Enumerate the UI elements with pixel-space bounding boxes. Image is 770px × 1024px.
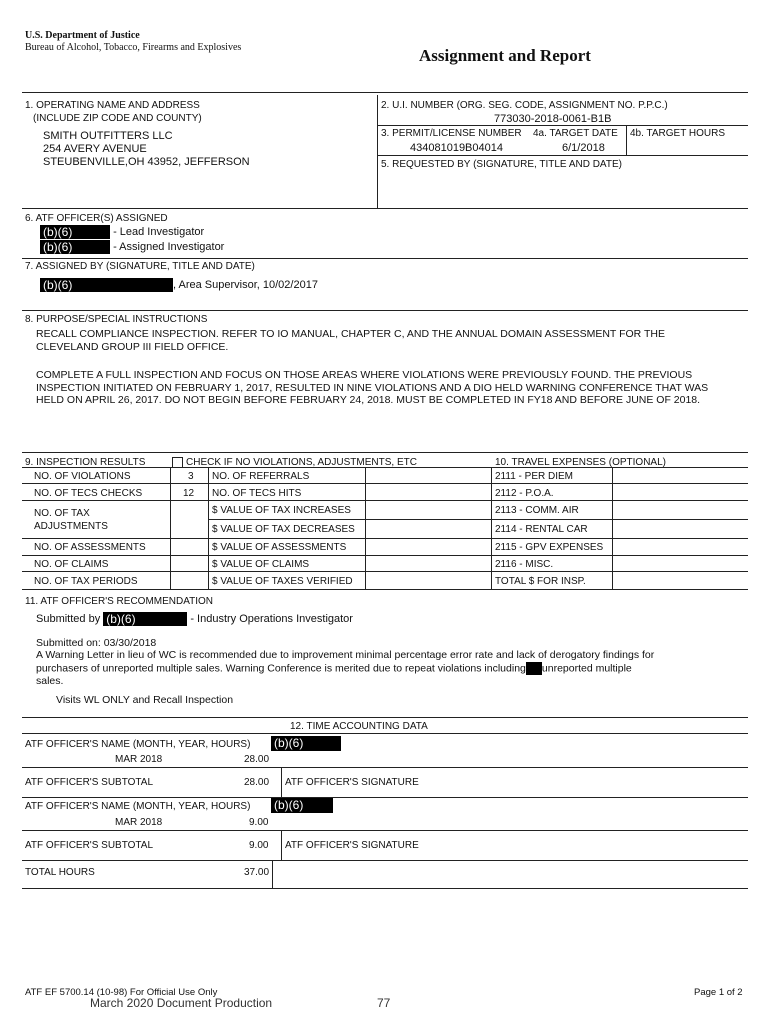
violations-value: 3 <box>188 471 194 482</box>
violations-label: NO. OF VIOLATIONS <box>34 471 131 482</box>
visits-note: Visits WL ONLY and Recall Inspection <box>56 694 234 706</box>
subtotal-1: 28.00 <box>244 777 270 788</box>
tecs-checks-label: NO. OF TECS CHECKS <box>34 488 143 499</box>
form-number: ATF EF 5700.14 (10-98) For Official Use Only <box>25 987 218 998</box>
assigned-investigator-role: - Assigned Investigator <box>113 240 225 253</box>
submitted-on: Submitted on: 03/30/2018 <box>36 637 157 649</box>
sec7-label: 7. ASSIGNED BY (SIGNATURE, TITLE AND DATE) <box>25 261 255 272</box>
redaction: (b)(6) <box>103 612 187 626</box>
divider <box>281 767 282 797</box>
divider <box>377 125 748 126</box>
divider <box>22 767 748 768</box>
officer-name-label-2: ATF OFFICER'S NAME (MONTH, YEAR, HOURS) <box>25 801 251 812</box>
divider <box>281 830 282 860</box>
assessments-label: NO. OF ASSESSMENTS <box>34 542 146 553</box>
divider <box>22 830 748 831</box>
form-title: Assignment and Report <box>419 46 591 65</box>
total-hours: 37.00 <box>244 867 270 878</box>
sec9-label: 9. INSPECTION RESULTS <box>25 457 146 468</box>
divider <box>22 555 748 556</box>
assigned-by-title: , Area Supervisor, 10/02/2017 <box>173 278 318 291</box>
sec6-label: 6. ATF OFFICER(S) ASSIGNED <box>25 213 168 224</box>
assigned-investigator <box>40 240 224 254</box>
divider <box>22 888 748 889</box>
referrals-label: NO. OF REFERRALS <box>212 471 310 482</box>
operating-name: SMITH OUTFITTERS LLC <box>43 130 173 142</box>
submitted-by-role: - Industry Operations Investigator <box>190 612 353 625</box>
divider <box>22 860 748 861</box>
lead-investigator-role: - Lead Investigator <box>113 225 205 238</box>
signature-label-1: ATF OFFICER'S SIGNATURE <box>285 777 419 788</box>
hours-1: 28.00 <box>244 754 270 765</box>
divider <box>272 860 273 888</box>
sec10-label: 10. TRAVEL EXPENSES (OPTIONAL) <box>495 457 666 468</box>
page-number: Page 1 of 2 <box>694 987 743 998</box>
divider <box>377 155 748 156</box>
divider <box>22 589 748 590</box>
production-label: March 2020 Document Production <box>90 996 273 1010</box>
department-name: U.S. Department of Justice <box>25 30 140 41</box>
bureau-name: Bureau of Alcohol, Tobacco, Firearms and Explosives <box>25 42 242 53</box>
divider <box>22 310 748 311</box>
divider <box>22 717 748 718</box>
sec1-sublabel: (INCLUDE ZIP CODE AND COUNTY) <box>33 113 202 124</box>
sec2-label: 2. U.I. NUMBER (ORG. SEG. CODE, ASSIGNMENT NO. P.P.C.) <box>381 100 668 111</box>
operating-city: STEUBENVILLE,OH 43952, JEFFERSON <box>43 156 250 168</box>
sec3-label: 3. PERMIT/LICENSE NUMBER <box>381 128 522 139</box>
ui-number: 773030-2018-0061-B1B <box>494 113 612 125</box>
instructions-paragraph-1: RECALL COMPLIANCE INSPECTION. REFER TO IO MANUAL, CHAPTER C, AND THE ANNUAL DOMAIN ASSESSMENT FOR THE CLEVELAND GROUP III FIELD OFFICE. <box>36 328 665 353</box>
hours-2: 9.00 <box>249 817 269 828</box>
divider <box>22 258 748 259</box>
divider <box>377 95 378 208</box>
divider <box>170 467 171 589</box>
divider <box>612 467 613 589</box>
claims-label: NO. OF CLAIMS <box>34 559 109 570</box>
sec1-label: 1. OPERATING NAME AND ADDRESS <box>25 100 200 111</box>
sec11-label: 11. ATF OFFICER'S RECOMMENDATION <box>25 596 214 607</box>
redaction: (b)(6) <box>40 240 110 254</box>
redaction: (b)(6) <box>40 278 173 292</box>
total-hours-label: TOTAL HOURS <box>25 867 95 878</box>
tax-decreases-label: $ VALUE OF TAX DECREASES <box>212 524 355 535</box>
sec4b-label: 4b. TARGET HOURS <box>630 128 726 139</box>
month-1: MAR 2018 <box>115 754 163 765</box>
divider <box>22 483 748 484</box>
no-violations-label: CHECK IF NO VIOLATIONS, ADJUSTMENTS, ETC <box>186 457 417 468</box>
divider <box>22 538 748 539</box>
travel-gpv: 2115 - GPV EXPENSES <box>495 542 604 553</box>
production-number: 77 <box>377 996 391 1010</box>
divider <box>22 467 748 468</box>
instructions-paragraph-2: COMPLETE A FULL INSPECTION AND FOCUS ON THOSE AREAS WHERE VIOLATIONS WERE PREVIOUSLY FOUND. THE PREVIOUS INSPECTION INITIATED ON FEBRUARY 1, 2017, RESULTED IN NINE VIOLATIONS AND A DIO HELD WARNING CONFERENCE THAT WAS HELD ON APRIL 26, 2017. DO NOT BEGIN BEFORE FEBRUARY 24, 2018. MUST BE COMPLETED IN FY18 AND BEFORE JUNE OF 2018. <box>36 369 709 406</box>
sec12-label: 12. TIME ACCOUNTING DATA <box>290 721 428 732</box>
divider <box>22 733 748 734</box>
value-claims-label: $ VALUE OF CLAIMS <box>212 559 310 570</box>
target-date: 6/1/2018 <box>562 142 605 154</box>
tecs-hits-label: NO. OF TECS HITS <box>212 488 302 499</box>
divider <box>22 500 748 501</box>
redaction: (b)(6) <box>271 798 333 813</box>
lead-investigator <box>40 225 204 239</box>
sec8-label: 8. PURPOSE/SPECIAL INSTRUCTIONS <box>25 314 208 325</box>
travel-per-diem: 2111 - PER DIEM <box>495 471 573 482</box>
permit-number: 434081019B04014 <box>410 142 503 154</box>
divider <box>491 467 492 589</box>
tax-adjustments-label: NO. OF TAX ADJUSTMENTS <box>34 508 108 532</box>
subtotal-label-2: ATF OFFICER'S SUBTOTAL <box>25 840 154 851</box>
recommendation-text-b: unreported multiple <box>541 662 632 675</box>
recommendation-line-1: A Warning Letter in lieu of WC is recommended due to improvement minimal percentage error rate and lack of derogatory findings for <box>36 649 655 661</box>
tax-periods-label: NO. OF TAX PERIODS <box>34 576 138 587</box>
divider <box>22 571 748 572</box>
travel-rental-car: 2114 - RENTAL CAR <box>495 524 588 535</box>
divider <box>365 467 366 589</box>
officer-name-label-1: ATF OFFICER'S NAME (MONTH, YEAR, HOURS) <box>25 739 251 750</box>
tax-increases-label: $ VALUE OF TAX INCREASES <box>212 505 351 516</box>
divider <box>208 519 748 520</box>
recommendation-line-2 <box>36 662 632 675</box>
assigned-by <box>40 278 318 292</box>
subtotal-label-1: ATF OFFICER'S SUBTOTAL <box>25 777 154 788</box>
sec5-label: 5. REQUESTED BY (SIGNATURE, TITLE AND DATE) <box>381 159 622 170</box>
travel-misc: 2116 - MISC. <box>495 559 554 570</box>
divider <box>22 208 748 209</box>
taxes-verified-label: $ VALUE OF TAXES VERIFIED <box>212 576 353 587</box>
submitted-by <box>36 612 353 626</box>
divider <box>22 452 748 453</box>
submitted-by-label: Submitted by <box>36 612 101 625</box>
redaction <box>526 662 542 675</box>
tecs-checks-value: 12 <box>183 488 195 499</box>
divider <box>626 125 627 155</box>
divider <box>22 797 748 798</box>
value-assessments-label: $ VALUE OF ASSESSMENTS <box>212 542 347 553</box>
redaction: (b)(6) <box>40 225 110 239</box>
travel-poa: 2112 - P.O.A. <box>495 488 554 499</box>
recommendation-line-3: sales. <box>36 675 64 687</box>
divider <box>208 467 209 589</box>
sec4a-label: 4a. TARGET DATE <box>533 128 618 139</box>
operating-street: 254 AVERY AVENUE <box>43 143 147 155</box>
signature-label-2: ATF OFFICER'S SIGNATURE <box>285 840 419 851</box>
subtotal-2: 9.00 <box>249 840 269 851</box>
travel-total: TOTAL $ FOR INSP. <box>495 576 586 587</box>
recommendation-text-a: purchasers of unreported multiple sales. Warning Conference is merited due to repeat violations including <box>36 662 526 675</box>
divider <box>22 92 748 93</box>
redaction: (b)(6) <box>271 736 341 751</box>
travel-comm-air: 2113 - COMM. AIR <box>495 505 579 516</box>
month-2: MAR 2018 <box>115 817 163 828</box>
